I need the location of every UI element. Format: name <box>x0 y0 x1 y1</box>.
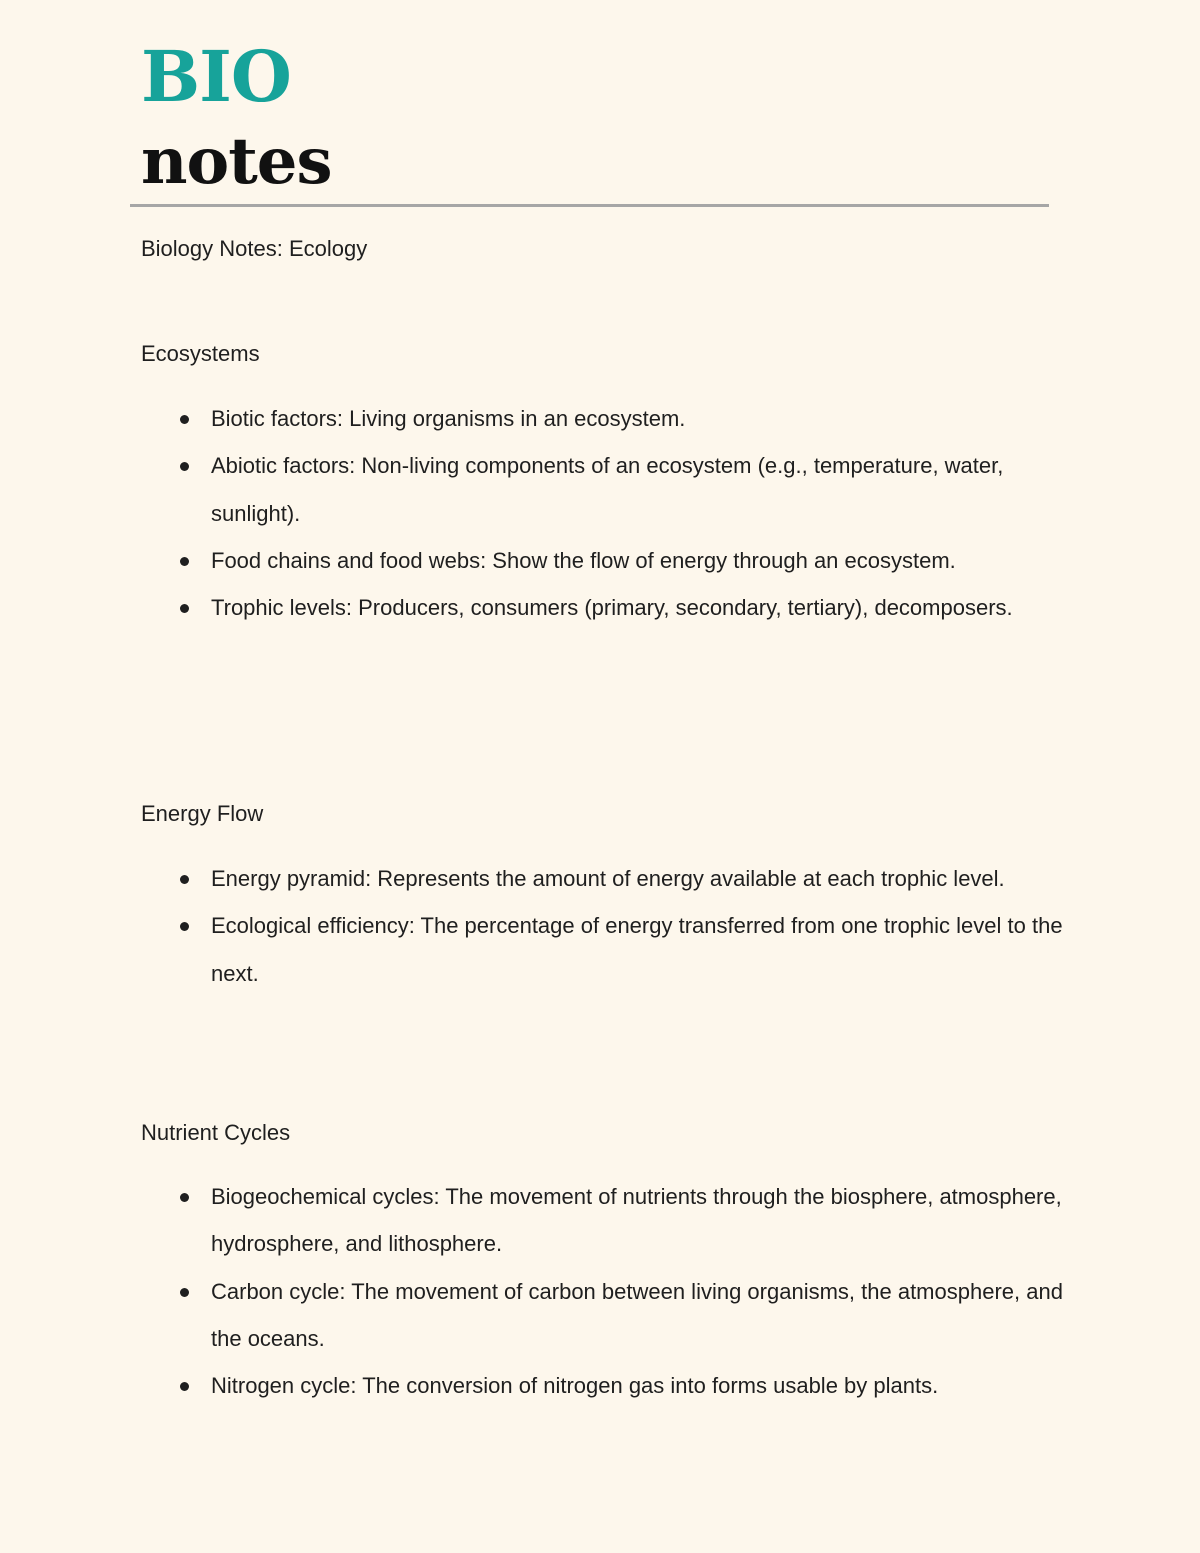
header-divider <box>130 204 1049 207</box>
list-item: Biotic factors: Living organisms in an ecosystem. <box>211 395 1071 442</box>
energy-flow-list <box>211 855 1071 997</box>
list-item: Nitrogen cycle: The conversion of nitrogen gas into forms usable by plants. <box>211 1362 1081 1409</box>
list-item: Energy pyramid: Represents the amount of energy available at each trophic level. <box>211 855 1071 902</box>
section-heading-nutrient-cycles: Nutrient Cycles <box>141 1120 291 1145</box>
list-item: Biogeochemical cycles: The movement of nutrients through the biosphere, atmosphere, hydrosphere, and lithosphere. <box>211 1173 1081 1268</box>
title-bio: BIO <box>141 35 291 118</box>
list-item: Carbon cycle: The movement of carbon between living organisms, the atmosphere, and the oceans. <box>211 1268 1081 1363</box>
section-heading-ecosystems: Ecosystems <box>141 341 260 366</box>
section-heading-energy-flow: Energy Flow <box>141 801 264 826</box>
nutrient-cycles-list <box>211 1173 1081 1409</box>
list-item: Trophic levels: Producers, consumers (primary, secondary, tertiary), decomposers. <box>211 584 1071 631</box>
list-item: Abiotic factors: Non-living components of an ecosystem (e.g., temperature, water, sunlight). <box>211 442 1071 537</box>
ecosystems-list <box>211 395 1071 631</box>
list-item: Ecological efficiency: The percentage of energy transferred from one trophic level to the next. <box>211 902 1071 997</box>
document-subtitle: Biology Notes: Ecology <box>141 236 368 261</box>
title-notes: notes <box>141 124 332 199</box>
list-item: Food chains and food webs: Show the flow of energy through an ecosystem. <box>211 537 1071 584</box>
